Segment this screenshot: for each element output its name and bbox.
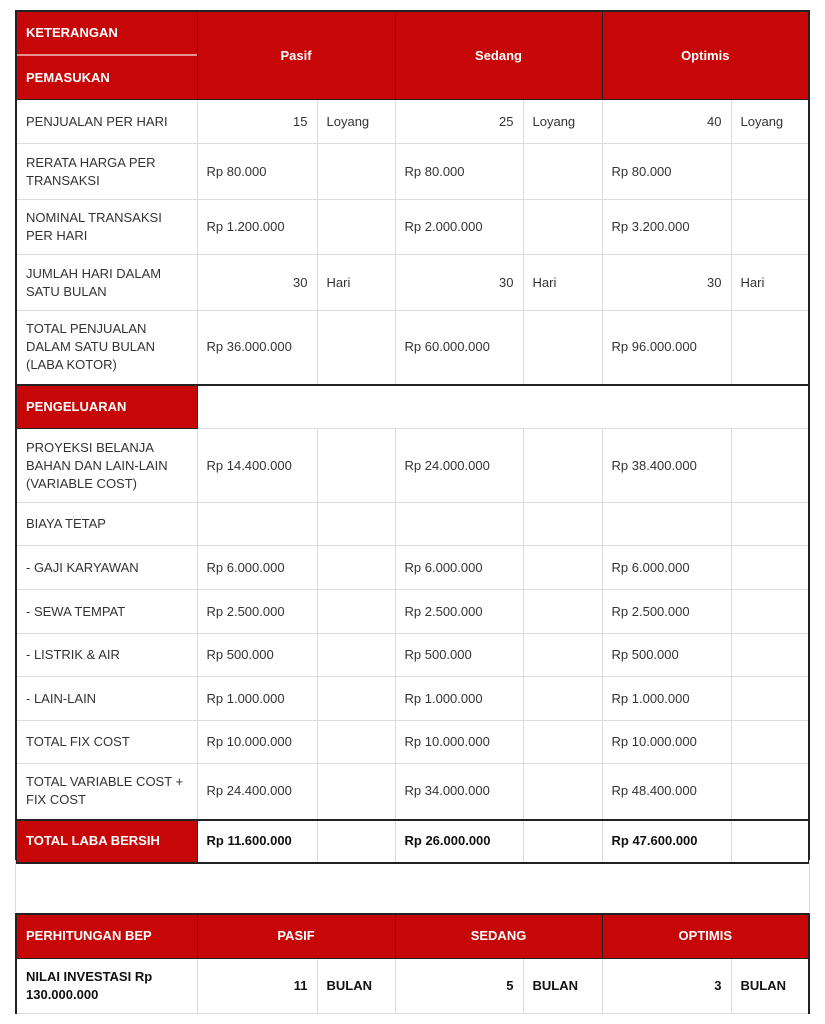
header-label-cell [16, 11, 197, 100]
row-label: - LAIN-LAIN [16, 677, 197, 721]
pengeluaran-header: PENGELUARAN [16, 385, 197, 429]
cell-value: Rp 1.000.000 [602, 677, 731, 721]
table-row [16, 764, 809, 820]
table-row [16, 311, 809, 385]
bep-header-row [16, 914, 809, 958]
row-label: JUMLAH HARI DALAM SATU BULAN [16, 255, 197, 311]
bep-title: PERHITUNGAN BEP [16, 914, 197, 958]
cell-value: Rp 80.000 [395, 144, 523, 200]
cell-unit: Hari [731, 255, 809, 311]
cell-value: Rp 2.500.000 [197, 590, 317, 634]
table-row [16, 100, 809, 144]
bep-row [16, 958, 809, 1013]
cell-value: 30 [602, 255, 731, 311]
pemasukan-header: PEMASUKAN [26, 69, 110, 85]
cell-value: Rp 6.000.000 [197, 546, 317, 590]
bep-header-pasif: PASIF [197, 914, 395, 958]
cell-value: Rp 80.000 [197, 144, 317, 200]
cell-value: Rp 10.000.000 [395, 721, 523, 764]
cell-unit [731, 764, 809, 820]
cell-unit [317, 590, 395, 634]
table-row [16, 546, 809, 590]
cell-unit [523, 677, 602, 721]
bep-value-pasif: 11 [197, 958, 317, 1013]
laba-value-pasif: Rp 11.600.000 [197, 820, 317, 863]
cell-unit [317, 311, 395, 385]
table-row [16, 200, 809, 255]
cell-unit [731, 721, 809, 764]
cell-unit [523, 721, 602, 764]
cell-unit [523, 429, 602, 503]
cell-value: 40 [602, 100, 731, 144]
cell-value: Rp 96.000.000 [602, 311, 731, 385]
cell-unit [731, 311, 809, 385]
cell-value: 30 [395, 255, 523, 311]
section-row-pengeluaran [16, 385, 809, 429]
cell-value: Rp 2.000.000 [395, 200, 523, 255]
column-header-optimis: Optimis [602, 11, 809, 100]
bep-table [15, 913, 810, 1014]
laba-label: TOTAL LABA BERSIH [16, 820, 197, 863]
cell-unit [523, 546, 602, 590]
bep-unit: BULAN [523, 958, 602, 1013]
cell-unit [317, 820, 395, 863]
column-header-pasif: Pasif [197, 11, 395, 100]
table-row [16, 144, 809, 200]
bep-unit: BULAN [317, 958, 395, 1013]
table-row [16, 255, 809, 311]
cell-unit [317, 764, 395, 820]
cell-value: Rp 10.000.000 [197, 721, 317, 764]
row-label: TOTAL FIX COST [16, 721, 197, 764]
financial-projection-table [15, 10, 810, 864]
cell-unit [731, 429, 809, 503]
table-row [16, 503, 809, 546]
cell-unit [731, 820, 809, 863]
keterangan-header: KETERANGAN [17, 12, 197, 56]
cell-unit: Hari [523, 255, 602, 311]
cell-unit: Loyang [523, 100, 602, 144]
cell-value [197, 503, 317, 546]
cell-unit [731, 503, 809, 546]
cell-unit [731, 590, 809, 634]
cell-value: Rp 500.000 [602, 634, 731, 677]
table-row [16, 429, 809, 503]
cell-value: Rp 2.500.000 [602, 590, 731, 634]
cell-unit [523, 144, 602, 200]
bep-unit: BULAN [731, 958, 809, 1013]
cell-unit: Loyang [317, 100, 395, 144]
row-label: RERATA HARGA PER TRANSAKSI [16, 144, 197, 200]
cell-value: 15 [197, 100, 317, 144]
cell-value [602, 503, 731, 546]
table-row [16, 721, 809, 764]
row-label: PROYEKSI BELANJA BAHAN DAN LAIN-LAIN (VARIABLE COST) [16, 429, 197, 503]
cell-unit [317, 429, 395, 503]
cell-value: Rp 10.000.000 [602, 721, 731, 764]
cell-value: Rp 500.000 [197, 634, 317, 677]
row-label: BIAYA TETAP [16, 503, 197, 546]
cell-value: Rp 38.400.000 [602, 429, 731, 503]
cell-unit [523, 634, 602, 677]
cell-unit [523, 311, 602, 385]
row-label: PENJUALAN PER HARI [16, 100, 197, 144]
row-label: - GAJI KARYAWAN [16, 546, 197, 590]
cell-unit [523, 503, 602, 546]
cell-value: Rp 48.400.000 [602, 764, 731, 820]
laba-value-sedang: Rp 26.000.000 [395, 820, 523, 863]
cell-value: Rp 1.000.000 [197, 677, 317, 721]
cell-unit [317, 634, 395, 677]
cell-value: Rp 24.000.000 [395, 429, 523, 503]
cell-value: Rp 80.000 [602, 144, 731, 200]
cell-value: Rp 6.000.000 [395, 546, 523, 590]
bep-row-label: NILAI INVESTASI Rp 130.000.000 [16, 958, 197, 1013]
cell-unit [523, 200, 602, 255]
row-label: - LISTRIK & AIR [16, 634, 197, 677]
cell-unit [523, 820, 602, 863]
row-label: TOTAL VARIABLE COST + FIX COST [16, 764, 197, 820]
cell-unit [317, 546, 395, 590]
bep-value-sedang: 5 [395, 958, 523, 1013]
cell-value: Rp 6.000.000 [602, 546, 731, 590]
cell-value: Rp 60.000.000 [395, 311, 523, 385]
cell-value: Rp 34.000.000 [395, 764, 523, 820]
cell-value [395, 503, 523, 546]
cell-unit [731, 677, 809, 721]
cell-value: Rp 14.400.000 [197, 429, 317, 503]
cell-value: Rp 500.000 [395, 634, 523, 677]
cell-unit [731, 200, 809, 255]
cell-unit [523, 590, 602, 634]
cell-unit [731, 144, 809, 200]
cell-value: 30 [197, 255, 317, 311]
cell-value: 25 [395, 100, 523, 144]
cell-value: Rp 24.400.000 [197, 764, 317, 820]
row-label: NOMINAL TRANSAKSI PER HARI [16, 200, 197, 255]
table-row [16, 634, 809, 677]
bep-header-optimis: OPTIMIS [602, 914, 809, 958]
cell-unit [731, 634, 809, 677]
cell-unit [317, 503, 395, 546]
table-row [16, 677, 809, 721]
cell-value: Rp 1.200.000 [197, 200, 317, 255]
cell-unit: Loyang [731, 100, 809, 144]
cell-unit [731, 546, 809, 590]
column-header-sedang: Sedang [395, 11, 602, 100]
row-label: TOTAL PENJUALAN DALAM SATU BULAN (LABA KOTOR) [16, 311, 197, 385]
cell-unit [523, 764, 602, 820]
laba-value-optimis: Rp 47.600.000 [602, 820, 731, 863]
table-row [16, 590, 809, 634]
total-laba-row [16, 820, 809, 863]
cell-unit [317, 144, 395, 200]
bep-value-optimis: 3 [602, 958, 731, 1013]
spacer-row [15, 860, 810, 912]
cell-value: Rp 1.000.000 [395, 677, 523, 721]
cell-value: Rp 3.200.000 [602, 200, 731, 255]
bep-header-sedang: SEDANG [395, 914, 602, 958]
cell-value: Rp 2.500.000 [395, 590, 523, 634]
row-label: - SEWA TEMPAT [16, 590, 197, 634]
cell-unit: Hari [317, 255, 395, 311]
cell-unit [317, 721, 395, 764]
cell-unit [317, 200, 395, 255]
cell-value: Rp 36.000.000 [197, 311, 317, 385]
cell-unit [317, 677, 395, 721]
section-blank [197, 385, 809, 429]
